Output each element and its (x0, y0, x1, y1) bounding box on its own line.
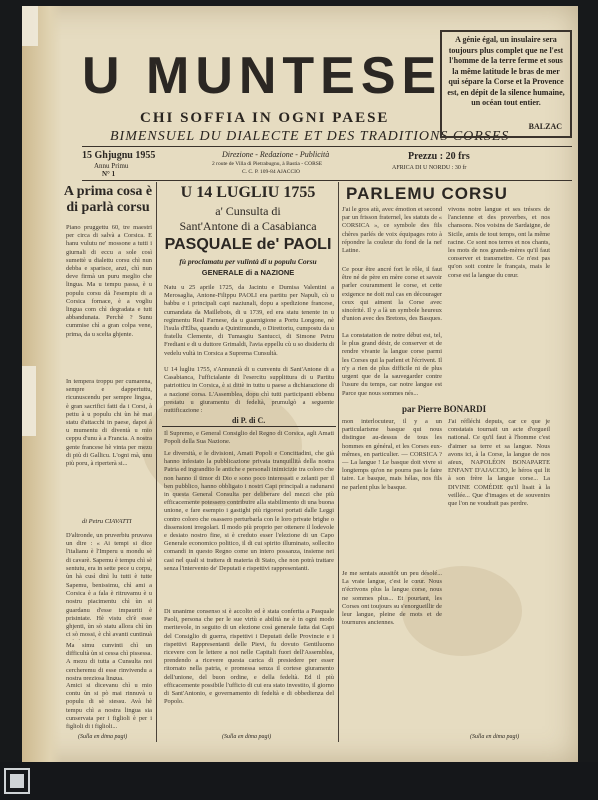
col2-body-3: Il Supremo, e General Consiglio del Regno di Corsica, agli Amati Popoli della Sua Nazione. (164, 430, 334, 446)
issue-ccp: C. C. P. 109-84 AJACCIO (242, 169, 300, 175)
col3-body-2: Ce pour être ancré fort le rôle, il faut être né de père en mère corse et savoir parler couramment le corse, et cette exigence ne doit nul cas en décourager ceux qui aiment la Corse avec sincérité. Il y a là un symbole heureux d'union avec des Bretons, des Basques. (342, 266, 442, 323)
col1-body-3: D'altronde, un pruverbiu pruvava un dire : « Ai tempi si dice l'italianu è l'Imperu u mondu sè di cavarè. Sapemu è tempu chì sè sentutu, era in sette pece u corpu, ùn hà cusì dinì lu tutti è tutte (66, 532, 152, 580)
col1-body-4: Sapemu, benissimu, chì ami a Corsica è a fala è ritruvamu è u nostru piacimentu chì ùn si guardanu d'esse impauriti è prisintate. Hè vistu ch'è esse ghjenti, ùn sò statu allora chì ùn ci sò mossi, è chì avanti cuntinuà (66, 582, 152, 639)
col2-headline-5: fù proclamatu per vulintà di u populu Corsu (179, 257, 317, 266)
col3-body-6: mon interlocuteur, il y a un particularisme basque qui nous distingue au-dessus de tous les hommes en général, et les Corses eux-mêmes, en particulier. — CORSICA ? — La langue ! Le basque doit vivre si longtemps qu'on ne pourra pas le faire taire. Le basque, mais hélas, nos fils ne parlent plus le basque. (342, 418, 442, 491)
col1-body-5: Ma simu cunvinti chì un difficultà ùn si cessa chì pissessa. A mezu di tutta a Cunsulta noi cercheremu di esse rinvivendu a nostra preziosa lingua. (66, 642, 152, 680)
column-rule (338, 182, 339, 742)
masthead-subtitle: CHI SOFFIA IN OGNI PAESE (140, 110, 390, 126)
col3-headline: PARLEMU CORSU (346, 184, 508, 203)
col1-body-2: In tempera troppu per cumarena, sempre e dappertuttu, ricunuscendu per sempre lingua, è gran sacrifici fatti da i Corsi, à pettu à u populu chi ùn hè mai statu d'attacchi in paese, dapoi à u mumentu di diventà u mio ceppu d'unu à a Francia. A nostra gente francese hè vinta per mezu di più di Gallicu. L'ogni mà, unu più poru, à riperterà si... (66, 378, 152, 468)
col2-signature: di P. di C. (232, 416, 266, 425)
col1-continued: (Sulla en dima pagi) (78, 734, 128, 740)
col1-body-6: Amici si dicevanu chì u mio contu ùn si pò mai rinnuvà u populu di sè stessu. Avà hè tempu chì a nostra lingua sia cunservata per i figlioli è per i figlioli di i figlioli... (66, 682, 152, 731)
col2-headline-1: U 14 LUGLIU 1755 (180, 184, 316, 201)
col2-headline-3: Sant'Antone di a Casabianca (179, 219, 317, 233)
col3-body-4: Parce que nous sommes nés... (342, 390, 419, 397)
masthead-title: U MUNTESE (82, 47, 443, 105)
col3-body-3: La constatation de notre début est, tel, le plus grand désir, de conserver et de rendre vivante la langue corse parmi les Corses qui la parlent et l'écrivent. Il n'y a rien de plus difficile ni de plus urgent que de la sauvegarder contre l'usure du temps, car notre langue est (342, 332, 442, 388)
column-rule (156, 182, 157, 742)
col1-headline-2: di parlà corsu (66, 200, 150, 215)
col3-body-1: J'ai le gros atù, avec émotion et second par un frisson fraternel, les statuts de « CORSICA », ce symbole des fils chères parlés de voix équipages roto à répondre la couleur du fond de la nef Latine. (342, 206, 442, 255)
newspaper-page (22, 6, 578, 762)
col3-continued: (Sulla en dima pagi) (470, 734, 520, 740)
quote-text: A génie égal, un insulaire sera toujours plus complet que ne l'est l'homme de la terre ferme et sous la même latitude le bras de mer qui sépare la Corse et la Provence est, en dépit de la silence humaine, un océan tout entier. (447, 35, 565, 107)
col2-body-4: Le diversità, e le divisioni, Amati Popoli e Concittadini, che già hanno infestato la pubblicazione privata tranquillità della nostra Patria ed ingrandito le antiche e personali inimicizie tra coloro che non hanno il timor di Dio e sono poco interessati e zelanti per il ben pubblico, hanno obbligato i nostri Capi principali a radunarsi in questa General Consulta per deliberare del mezzi che più efficacemente potessero contribuire alla stabilimento di una buona unione, e fare esempio i gastighi più rigorosi portati dalle Leggi contro coloro che osassero perturbarla con le loro private brighe o dissensioni irregolari. Il modo più proprio per ottenere il lodevole e desiato nostro fine, si è creduto esser l'elezione di un Capo Generale economico politico, il di cui spirito illuminato, sollecito comandi in questo Regno come un intero possanza, insieme nei casi nel quali si trattera di materia di Stato, che non potrà trattare senza l'intervento de' Deputati e rispettivi rappresentanti. (164, 450, 334, 572)
rule (162, 426, 336, 427)
scanner-background (0, 762, 598, 800)
col2-continued: (Sulla en dima pagi) (222, 734, 272, 740)
quote-author: BALZAC (528, 121, 562, 131)
masthead-tagline: BIMENSUEL DU DIALECTE ET DES TRADITIONS CORSES (110, 129, 510, 144)
issue-office: Direzione - Redazione - Publicità (222, 150, 330, 159)
col2-headline-2: a' Cunsulta di (215, 204, 281, 218)
rule (82, 146, 572, 147)
col1-headline-1: A prima cosa è (63, 184, 153, 199)
col2-body-2: U 14 lugliu 1755, s'Annunzià di u cunventu di Sant'Antone di a Casabianca, l'ufficialante di l'esercitu supplittura di u Partitu patriotticu in Corsica, è si dittè in tuttu u paese a dichiarazione di a nazione corsa. L'Assemblea, dopu chì tutti participanti ebbenu prestatu u giuramentu di fedeltà, prumulgò a seguente nuttificazione : (164, 366, 334, 414)
tape-strip (22, 366, 36, 436)
col1-body-1: Piano pruggettu 60, tre maestri per circa di salvà a Corsica. E hanu vulutu ne' mossone a tutti i giurnali di eccu a sole così sumettè u dialettu corsu chì nun debba e sparisce, anzi, chì nun deve firmà un puru meglio che lingua. Ma u tempu passa, è u populu corsu dà l'esempiu di a Corsica fornace, è a vogliu lingua com chì degradata e tutt abbandunata. Perchè ? Sunu cummise chì a gran colpa vene, prima, da u scelta ghjente. (66, 224, 152, 338)
issue-address: 2 route de Villa di Pietrabugnu, à Bastia - CORSE (212, 161, 323, 167)
col1-signature: di Petru CIAVATTI (82, 518, 132, 525)
quote-box (440, 30, 572, 138)
issue-bar (82, 148, 572, 178)
col3-body-8: J'ai réfléchi depuis, car ce que je constatais tournait un acte d'orgueil national. Ce qu'il faut à l'homme c'est d'aimer sa terre et sa langue. Nous avons ici, à la Corse, la langue de nos aïeux, NAPOLÉON BONAPARTE ENFANT D'AJACCIO, le héros qui lit à son frère la langue corse... La DIVINE COMÉDIE qu'il lisait à la veillée... Que d'images et de souvenirs que l'on ne voudrait pas perdre. (448, 418, 550, 508)
archive-stamp-icon (4, 768, 30, 794)
issue-number: N° 1 (102, 170, 116, 178)
col3-body-5: vivons notre langue et ses trésors de l'ancienne et des proverbes, et nos chansons. Nos voisins de Sardaigne, de Sicile, amis de tout temps, ont la même racine. Ce sont nos terres et nos chants, les mots de nos grands-mères qu'il faut conserver et transmettre. Ce n'est pas qu'on soit contre le français, mais le corse est la langue du cœur. (448, 206, 550, 279)
issue-year: Annu Primu (94, 162, 129, 170)
issue-price-note: AFRICA DI U NORDU : 30 fr (392, 165, 467, 171)
col3-signature: par Pierre BONARDI (402, 404, 487, 414)
issue-price: Prezzu : 20 frs (408, 151, 470, 162)
col2-headline-6: GENERALE di a NAZIONE (201, 268, 295, 277)
col2-body-1: Natu u 25 aprile 1725, da Jacintu e Dumisa Valentini a Merosaglia, Antone-Filippu PAOLI era partitu per Napuli, cù u babbu e i principali capi naziunali, dopu a spedizione francese, cumandata da Maillebois, di u 1739, ed era statu tenente in u regimentu Real Farnese, da u guarnigione a Portu Longone, nè l'isula d'Elba, quandu a Quintimundu, o Direttoriu, cumpostu da u fratellu Clemente, di Tumasgiu Santucci, di Simone Petru Frediani e di u duttore Grimaldi, l'avia eppellu cù u so disideriu di vedelu vultà in Corsica a Suprema Cunsultà. (164, 284, 334, 357)
issue-date: 15 Ghjugnu 1955 (82, 150, 156, 161)
tape-strip (22, 6, 38, 46)
col2-headline-4: PASQUALE de' PAOLI (164, 236, 332, 253)
col3-body-7: Je me sentais aussitôt un peu désolé... La vraie langue, c'est le cœur. Nous n'écrivons plus la langue corse, nous ne sommes plus... Et pourtant, les Corses ont toujours su s'enorgueillir de leur langue, pleine de mots et de tournures anciennes. (342, 570, 442, 627)
rule (82, 180, 572, 181)
col2-body-5: Di unanime consenso si è accolto ed è stata conferita a Pasquale Paoli, persona che per le sue virtù e abilità ne è in ogni modo meritevole, in seguito di un elezione così generale fatta dai Capi del Consiglio di guerra, rispettivi i Deputati delle Provincie e i rispettivi Rappresentanti delle Pievi, fu dovuto Gentiluomo ricevere con le lettere a noi nelle Capitali fuori dell'Assemblea, prendendo a ricevere questa carica di presiedere per esser ritornato nella patria, e promessa senza il cortese giuramento dell'unione, del buon ordine, e della fedeltà. Ed il più efficacemente possibile l'ufficio di cui era stato investito, il giorno di Sant'Antonio, e governamento di fedeltà e di obbedienza del Popolo. (164, 608, 334, 706)
